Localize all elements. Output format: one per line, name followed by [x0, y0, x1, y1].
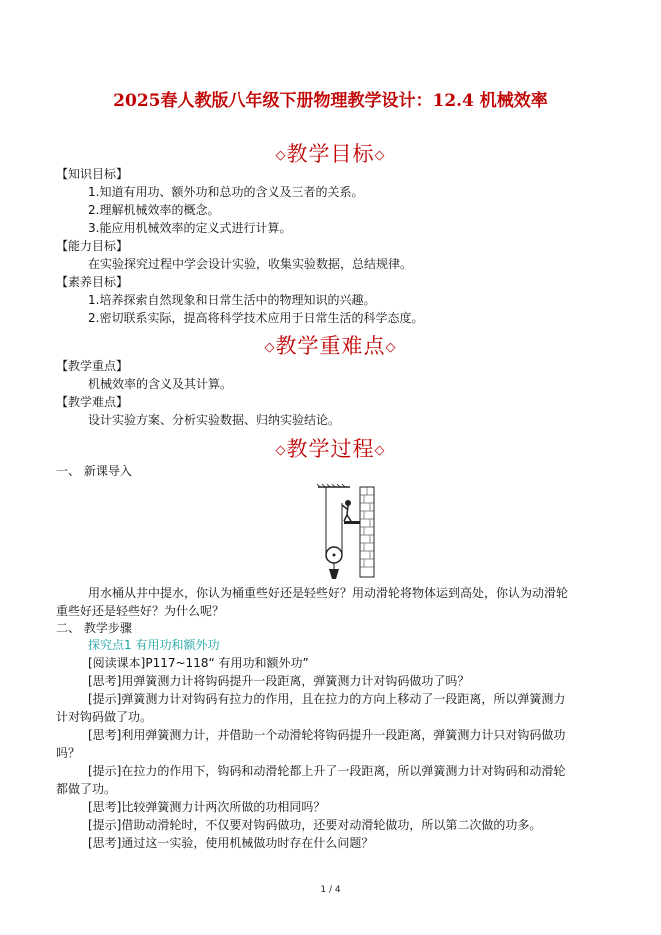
- section-heading-text: 教学过程: [286, 437, 375, 461]
- list-item: 3.能应用机械效率的定义式进行计算。: [88, 221, 292, 235]
- step-line: [思考]用弹簧测力计将钩码提升一段距离，弹簧测力计对钩码做功了吗？: [88, 674, 470, 688]
- document-title: 2025春人教版八年级下册物理教学设计：12.4 机械效率: [113, 91, 548, 111]
- platform: [344, 521, 360, 524]
- step-line: [思考]比较弹簧测力计两次所做的功相同吗？: [88, 800, 326, 814]
- step-line: 计对钩码做了功。: [56, 710, 153, 724]
- step-line: [提示]借助动滑轮时，不仅要对钩码做功，还要对动滑轮做功，所以第二次做的功多。: [88, 818, 542, 832]
- teaching-focus-text: 机械效率的含义及其计算。: [88, 377, 233, 391]
- step-line: [提示]弹簧测力计对钩码有拉力的作用，且在拉力的方向上移动了一段距离，所以弹簧测力: [88, 692, 566, 706]
- diamond-icon: ◇: [275, 148, 287, 163]
- list-item: 2.密切联系实际，提高将科学技术应用于日常生活的科学态度。: [88, 311, 424, 325]
- section-heading-goals: [0, 138, 661, 168]
- teaching-difficulty-label: 【教学难点】: [56, 395, 129, 409]
- person-icon: [345, 500, 351, 506]
- step-line: 都做了功。: [56, 782, 117, 796]
- section-heading-text: 教学目标: [286, 142, 375, 166]
- pulley-illustration: [314, 483, 378, 581]
- weight-icon: [329, 569, 339, 579]
- list-item: 1.知道有用功、额外功和总功的含义及三者的关系。: [88, 185, 364, 199]
- section-heading-text: 教学重难点: [275, 334, 386, 358]
- page-number: 1 / 4: [320, 885, 341, 895]
- explore-point-heading: 探究点1 有用功和额外功: [88, 638, 220, 652]
- teaching-focus-label: 【教学重点】: [56, 359, 129, 373]
- list-item: 1.培养探索自然现象和日常生活中的物理知识的兴趣。: [88, 293, 376, 307]
- part-heading-steps: 二、 教学步骤: [56, 621, 132, 635]
- section-heading-key-points: [0, 330, 661, 360]
- diamond-icon: ◇: [264, 340, 276, 355]
- literacy-goals-label: 【素养目标】: [56, 275, 129, 289]
- step-line: [思考]利用弹簧测力计，并借助一个动滑轮将钩码提升一段距离，弹簧测力计只对钩码做功: [88, 728, 566, 742]
- intro-paragraph-line: 用水桶从井中提水，你认为桶重些好还是轻些好？用动滑轮将物体运到高处，你认为动滑轮: [88, 586, 569, 600]
- step-line: [思考]通过这一实验，使用机械做功时存在什么问题？: [88, 836, 374, 850]
- step-line: [提示]在拉力的作用下，钩码和动滑轮都上升了一段距离，所以弹簧测力计对钩码和动滑轮: [88, 764, 566, 778]
- section-heading-process: [0, 433, 661, 463]
- list-item: 2.理解机械效率的概念。: [88, 203, 220, 217]
- diamond-icon: ◇: [374, 148, 386, 163]
- step-line: [阅读课本]P117~118“ 有用功和额外功”: [88, 656, 309, 670]
- teaching-difficulty-text: 设计实验方案、分析实验数据、归纳实验结论。: [88, 413, 341, 427]
- step-line: 吗？: [56, 746, 81, 760]
- ability-goals-label: 【能力目标】: [56, 239, 129, 253]
- diamond-icon: ◇: [275, 443, 287, 458]
- diamond-icon: ◇: [374, 443, 386, 458]
- knowledge-goals-label: 【知识目标】: [56, 167, 129, 181]
- diamond-icon: ◇: [385, 340, 397, 355]
- part-heading-intro: 一、 新课导入: [56, 464, 132, 478]
- intro-paragraph-line: 重些好还是轻些好？为什么呢？: [56, 604, 225, 618]
- list-item: 在实验探究过程中学会设计实验，收集实验数据，总结规律。: [88, 257, 413, 271]
